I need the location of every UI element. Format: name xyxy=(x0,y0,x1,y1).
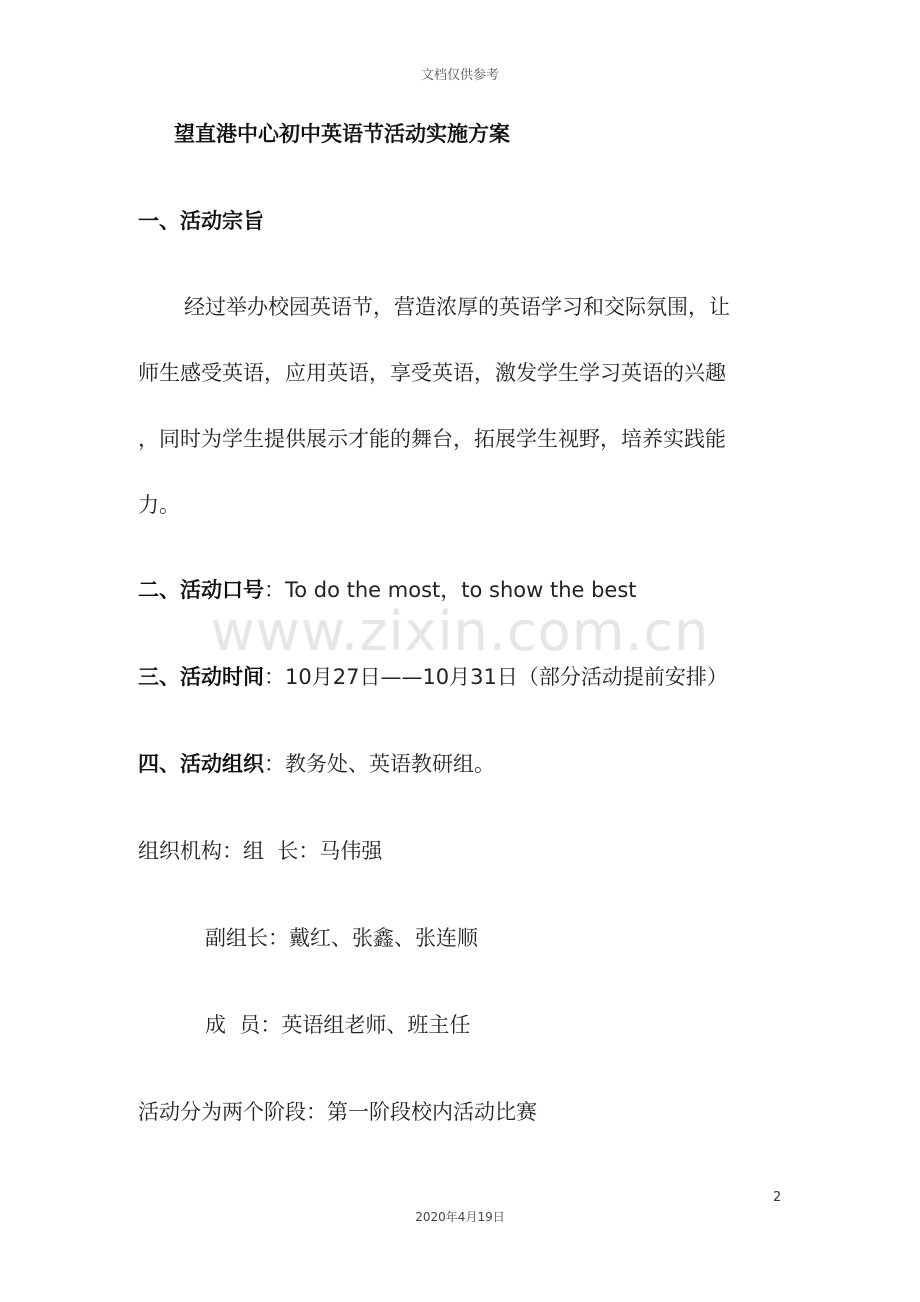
time-value: ：10月27日——10月31日（部分活动提前安排） xyxy=(264,665,728,689)
time-label: 三、活动时间 xyxy=(138,665,264,689)
footer-date: 2020年4月19日 xyxy=(415,1210,505,1224)
purpose-line-3: ，同时为学生提供展示才能的舞台，拓展学生视野，培养实践能 xyxy=(138,427,726,451)
organizer-label: 四、活动组织 xyxy=(138,752,264,776)
organizer-line xyxy=(138,748,495,778)
org-leader-line: 组织机构：组 长：马伟强 xyxy=(138,839,383,863)
purpose-line-1: 经过举办校园英语节，营造浓厚的英语学习和交际氛围，让 xyxy=(184,295,730,319)
organizer-value: ：教务处、英语教研组。 xyxy=(264,752,495,776)
time-line xyxy=(138,661,728,691)
slogan-value: ：To do the most，to show the best xyxy=(264,578,637,602)
org-members-line: 成 员：英语组老师、班主任 xyxy=(205,1013,471,1037)
section-1-heading: 一、活动宗旨 xyxy=(138,209,264,233)
purpose-line-2: 师生感受英语，应用英语，享受英语，激发学生学习英语的兴趣 xyxy=(138,361,726,385)
page-number: 2 xyxy=(773,1190,782,1205)
purpose-line-4: 力。 xyxy=(138,493,180,517)
document-title: 望直港中心初中英语节活动实施方案 xyxy=(174,122,510,146)
org-deputy-line: 副组长：戴红、张鑫、张连顺 xyxy=(205,926,478,950)
header-note: 文档仅供参考 xyxy=(420,68,499,83)
watermark: www.zixin.com.cn xyxy=(210,600,710,663)
slogan-label: 二、活动口号 xyxy=(138,578,264,602)
phases-line: 活动分为两个阶段：第一阶段校内活动比赛 xyxy=(138,1100,537,1124)
